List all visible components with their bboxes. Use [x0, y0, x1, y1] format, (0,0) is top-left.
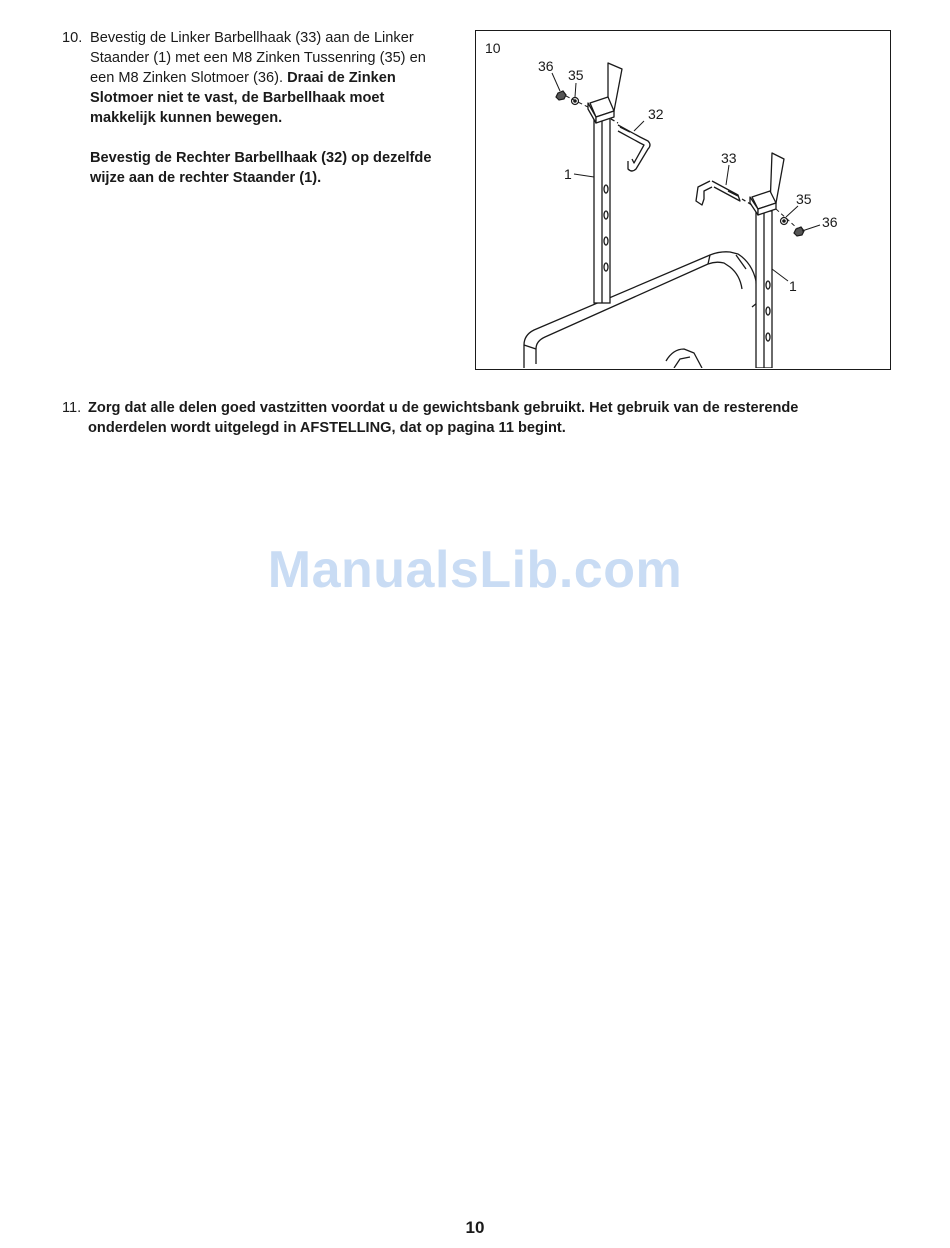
callout-left-nut: 36: [538, 58, 554, 74]
right-bracket: [750, 153, 784, 215]
callout-left-upright: 1: [564, 166, 572, 182]
right-hardware: [781, 218, 805, 237]
bench-pad: [524, 252, 757, 368]
assembly-figure: [475, 30, 891, 370]
step-body: [90, 28, 440, 188]
callout-right-hook: 32: [648, 106, 664, 122]
step-instruction: Bevestig de Linker Barbellhaak (33) aan de Linker Staander (1) met een M8 Zinken Tussenring (35) en een M8 Zinken Slotmoer (36).: [90, 30, 426, 86]
callout-right-nut: 36: [822, 214, 838, 230]
right-upright: [756, 211, 772, 368]
figure-number: 10: [485, 40, 501, 56]
step-number: 11.: [62, 400, 82, 416]
right-hook: [611, 119, 650, 171]
callout-left-hook: 33: [721, 150, 737, 166]
step-11: [62, 398, 882, 442]
step-paragraph: [90, 28, 440, 128]
left-bracket: [588, 63, 622, 123]
left-upright: [594, 117, 610, 303]
assembly-drawing: [476, 31, 889, 368]
callout-right-upright: 1: [789, 278, 797, 294]
page-number: 10: [465, 1218, 485, 1237]
step-10: [62, 28, 442, 218]
watermark: ManualsLib.com: [267, 541, 683, 599]
callout-right-washer: 35: [796, 191, 812, 207]
callout-left-washer: 35: [568, 67, 584, 83]
step-instruction-right: Bevestig de Rechter Barbellhaak (32) op dezelfde wijze aan de rechter Staander (1).: [90, 150, 432, 186]
step-number: 10.: [62, 30, 83, 46]
left-hook: [696, 181, 752, 205]
step-body: [88, 398, 878, 438]
step-instruction: Zorg dat alle delen goed vastzitten voordat u de gewichtsbank gebruikt. Het gebruik van de resterende onderdelen wordt uitgelegd in AFSTELLING, dat op pagina 11 begint.: [88, 400, 799, 436]
step-warning: Draai de Zinken Slotmoer niet te vast, de Barbellhaak moet makkelijk kunnen bewegen.: [90, 70, 396, 126]
